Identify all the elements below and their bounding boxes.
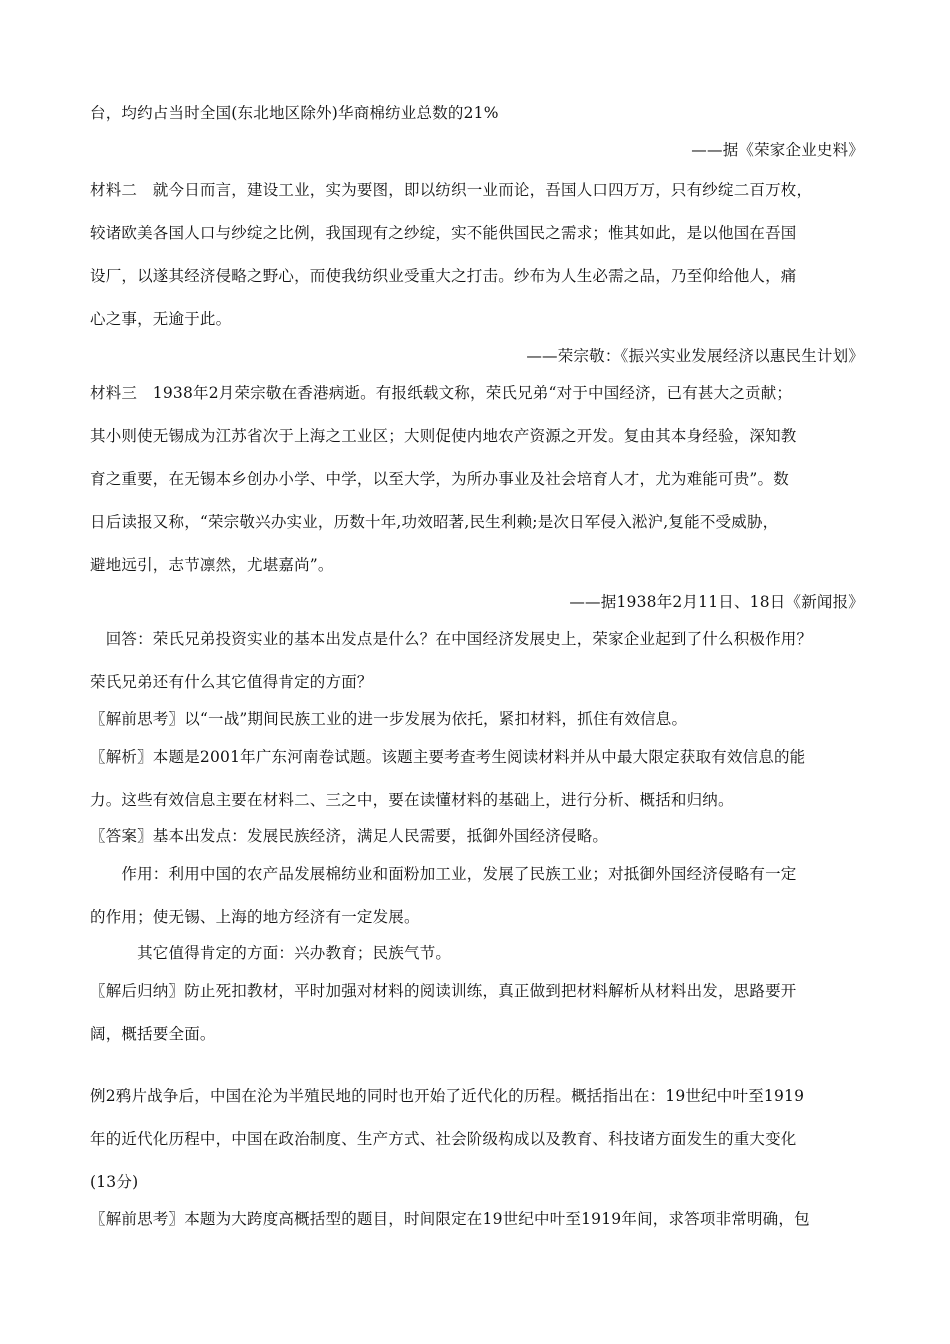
answer-line: 其它值得肯定的方面：兴办教育；民族气节。 [90, 944, 452, 962]
paragraph-line: 台，均约占当时全国(东北地区除外)华商棉纺业总数的21% [90, 104, 499, 122]
answer-line: 〖答案〗基本出发点：发展民族经济，满足人民需要，抵御外国经济侵略。 [90, 827, 609, 845]
source-citation: ——荣宗敬：《振兴实业发展经济以惠民生计划》 [526, 347, 864, 365]
paragraph-line: 避地远引，志节凛然，尤堪嘉尚”。 [90, 556, 334, 574]
paragraph-line: 设厂，以遂其经济侵略之野心，而使我纺织业受重大之打击。纱布为人生必需之品，乃至仰给他人，痛 [90, 267, 797, 285]
pre-thinking: 〖解前思考〗本题为大跨度高概括型的题目，时间限定在19世纪中叶至1919年间，求答项非常明确，包 [90, 1210, 810, 1228]
question-line: 回答：荣氏兄弟投资实业的基本出发点是什么？在中国经济发展史上，荣家企业起到了什么积极作用？ [90, 630, 813, 648]
example-line: 年的近代化历程中，中国在政治制度、生产方式、社会阶级构成以及教育、科技诸方面发生的重大变化 [90, 1130, 797, 1148]
pre-thinking: 〖解前思考〗以“一战”期间民族工业的进一步发展为依托，紧扣材料，抓住有效信息。 [90, 710, 688, 728]
answer-line: 的作用；使无锡、上海的地方经济有一定发展。 [90, 908, 420, 926]
paragraph-line: 材料二 就今日而言，建设工业，实为要图，即以纺织一业而论，吾国人口四万万，只有纱绽二百万枚， [90, 181, 813, 199]
answer-line: 作用：利用中国的农产品发展棉纺业和面粉加工业，发展了民族工业；对抵御外国经济侵略有一定 [90, 865, 797, 883]
summary-line: 阔，概括要全面。 [90, 1025, 216, 1043]
example-line: (13分) [90, 1173, 139, 1191]
paragraph-line: 其小则使无锡成为江苏省次于上海之工业区；大则促使内地农产资源之开发。复由其本身经验，深知教 [90, 427, 797, 445]
analysis-line: 〖解析〗本题是2001年广东河南卷试题。该题主要考查考生阅读材料并从中最大限定获取有效信息的能 [90, 748, 806, 766]
paragraph-line: 材料三 1938年2月荣宗敬在香港病逝。有报纸载文称，荣氏兄弟“对于中国经济，已有甚大之贡献； [90, 384, 793, 402]
analysis-line: 力。这些有效信息主要在材料二、三之中，要在读懂材料的基础上，进行分析、概括和归纳。 [90, 791, 734, 809]
paragraph-line: 育之重要，在无锡本乡创办小学、中学，以至大学，为所办事业及社会培育人才，尤为难能可贵”。数 [90, 470, 789, 488]
example-line: 例2鸦片战争后，中国在沦为半殖民地的同时也开始了近代化的历程。概括指出在：19世纪中叶至1919 [90, 1087, 805, 1105]
paragraph-line: 心之事，无逾于此。 [90, 310, 232, 328]
source-citation: ——据《荣家企业史料》 [691, 141, 864, 159]
source-citation: ——据1938年2月11日、18日《新闻报》 [569, 593, 864, 611]
question-line: 荣氏兄弟还有什么其它值得肯定的方面？ [90, 673, 373, 691]
summary-line: 〖解后归纳〗防止死扣教材，平时加强对材料的阅读训练，真正做到把材料解析从材料出发，思路要开 [90, 982, 797, 1000]
paragraph-line: 日后读报又称，“荣宗敬兴办实业，历数十年,功效昭著,民生利赖;是次日军侵入淞沪,复能不受威胁， [90, 513, 779, 531]
paragraph-line: 较诸欧美各国人口与纱绽之比例，我国现有之纱绽，实不能供国民之需求；惟其如此，是以他国在吾国 [90, 224, 797, 242]
